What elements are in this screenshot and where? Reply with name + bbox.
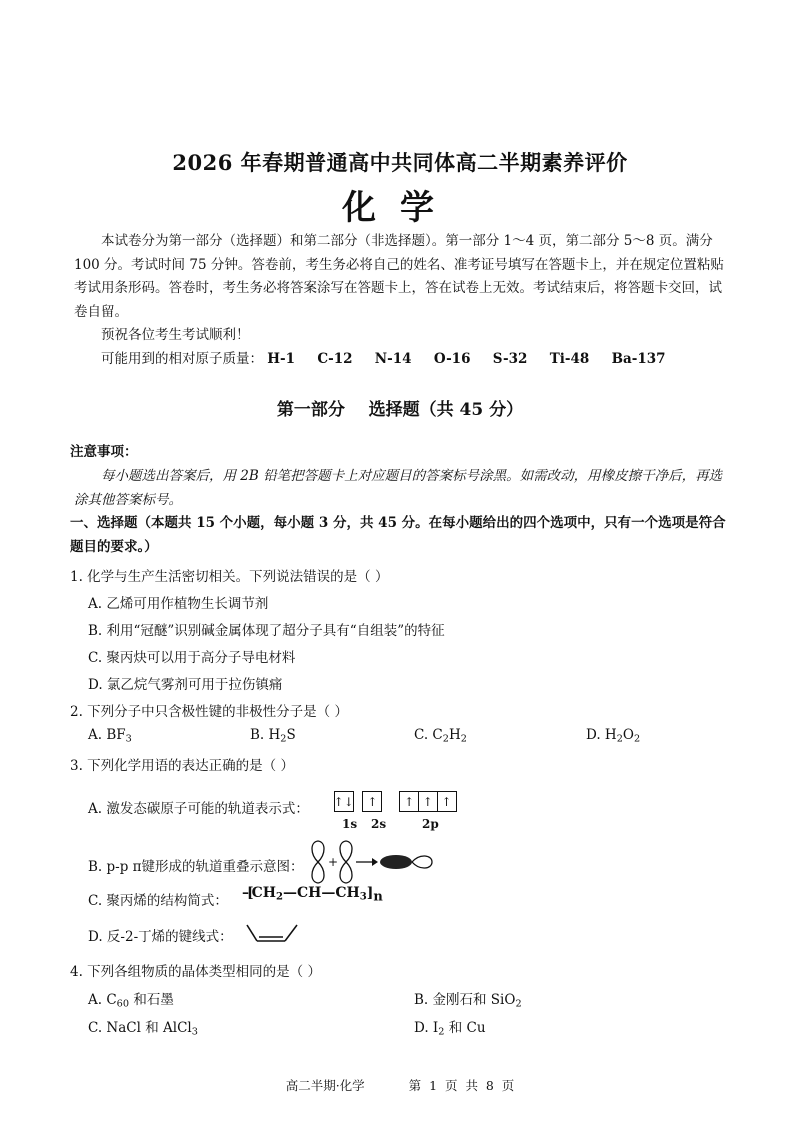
exam-title: 2026 年春期普通高中共同体高二半期素养评价 — [172, 150, 628, 175]
intro-text: 本试卷分为第一部分（选择题）和第二部分（非选择题）。第一部分 1～4 页，第二部分 5～8 页。满分 100 分。考试时间 75 分钟。答卷前，考生务必将自己的姓名、准考证号填写在答题卡上，并在规定位置粘贴考试用条形码。答卷时，考生务必将答案涂写在答题卡上，答在试卷上无效。考试结束后，将答题卡交回，试卷自留。 — [74, 233, 724, 320]
intro-paragraph — [74, 230, 734, 371]
q3-stem: 3. 下列化学用语的表达正确的是（ ） — [70, 758, 294, 774]
q4-stem: 4. 下列各组物质的晶体类型相同的是（ ） — [70, 964, 321, 980]
atomic-mass-line — [74, 348, 734, 372]
intro-wish: 预祝各位考生考试顺利！ — [101, 327, 250, 343]
footer-subject: 高二半期·化学 — [285, 1078, 365, 1093]
polypropylene-formula: $-[CH_2—CH—CH_3]_n$ — [242, 885, 383, 905]
orbital-label-2s: 2s — [371, 817, 387, 831]
pp-pi-overlap-diagram — [308, 838, 436, 886]
atomic-mass-s: S-32 — [492, 350, 528, 367]
atomic-mass-ti: Ti-48 — [549, 350, 590, 367]
q4-option-d: D. $I_2$ 和 Cu — [414, 1020, 486, 1038]
q1-stem: 1. 化学与生产生活密切相关。下列说法错误的是（ ） — [70, 569, 389, 585]
q3-option-b: B. p-p π键形成的轨道重叠示意图： — [88, 859, 304, 875]
notice-title: 注意事项： — [70, 444, 138, 460]
q1-option-c: C. 聚丙炔可以用于高分子导电材料 — [88, 650, 296, 666]
svg-text:+: + — [328, 855, 339, 869]
atomic-mass-label: 可能用到的相对原子质量： — [101, 350, 263, 367]
q1-option-b: B. 利用“冠醚”识别碱金属体现了超分子具有“自组装”的特征 — [88, 623, 445, 639]
orbital-box: ↑↓ — [334, 791, 354, 812]
orbital-box: ↑ — [399, 791, 419, 812]
part1-title: 第一部分 选择题（共 45 分） — [276, 400, 524, 420]
q2-option-c: C. $C_2H_2$ — [414, 727, 467, 745]
section-heading: 一、选择题（本题共 15 个小题，每小题 3 分，共 45 分。在每小题给出的四个选项中，只有一个选项是符合题目的要求。） — [70, 515, 726, 555]
orbital-label-2p: 2p — [422, 817, 439, 831]
orbital-box: ↑ — [362, 791, 382, 812]
atomic-mass-o: O-16 — [433, 350, 471, 367]
orbital-box: ↑ — [418, 791, 438, 812]
q4-option-c: C. NaCl 和 AlCl$_3$ — [88, 1020, 198, 1038]
orbital-2p — [400, 791, 456, 812]
atomic-mass-h: H-1 — [267, 350, 296, 367]
atomic-mass-n: N-14 — [374, 350, 412, 367]
q3-option-c: C. 聚丙烯的结构简式： — [88, 893, 228, 909]
q3-option-a: A. 激发态碳原子可能的轨道表示式： — [88, 801, 309, 817]
orbital-diagram — [335, 791, 457, 812]
q2-option-b: B. $H_2S$ — [250, 727, 296, 745]
orbital-1s — [335, 791, 354, 812]
atomic-mass-c: C-12 — [317, 350, 353, 367]
q2-option-d: D. $H_2O_2$ — [586, 727, 641, 745]
atomic-mass-ba: Ba-137 — [611, 350, 666, 367]
orbital-2s — [364, 791, 383, 812]
orbital-label-1s: 1s — [342, 817, 358, 831]
subject-title: 化学 — [342, 188, 458, 228]
q4-option-b: B. 金刚石和 SiO$_2$ — [414, 992, 522, 1010]
q2-option-a: A. $BF_3$ — [88, 727, 132, 745]
q2-stem: 2. 下列分子中只含极性键的非极性分子是（ ） — [70, 704, 348, 720]
q1-option-a: A. 乙烯可用作植物生长调节剂 — [88, 596, 269, 612]
notice-body: 每小题选出答案后，用 2B 铅笔把答题卡上对应题目的答案标号涂黑。如需改动，用橡皮擦干净后，再选涂其他答案标号。 — [74, 468, 723, 508]
trans-2-butene-skeletal — [243, 921, 301, 945]
footer-page-number: 第 1 页 共 8 页 — [408, 1078, 515, 1093]
q4-option-a: A. $C_{60}$ 和石墨 — [88, 992, 174, 1010]
orbital-box: ↑ — [437, 791, 457, 812]
q3-option-d: D. 反-2-丁烯的键线式： — [88, 929, 233, 945]
q1-option-d: D. 氯乙烷气雾剂可用于拉伤镇痛 — [88, 677, 283, 693]
page-footer — [0, 1076, 800, 1094]
